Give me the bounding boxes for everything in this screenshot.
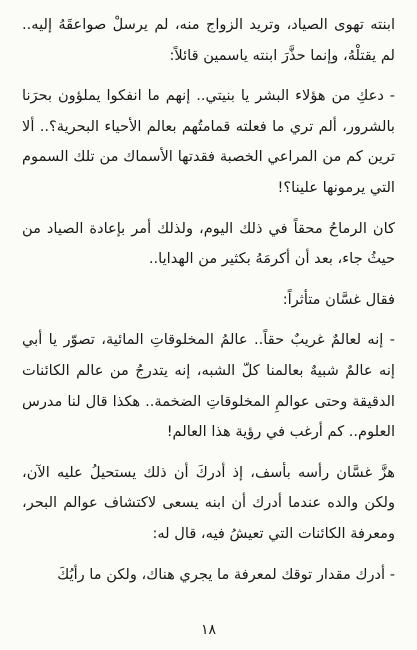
paragraph: - أدرك مقدار توقك لمعرفة ما يجري هناك، ولكن ما رأيُكَ [57, 565, 395, 583]
paragraph: هزَّ غسَّان رأسه بأسف، إذ أدركَ أن ذلك يستحيلُ عليه الآن، ولكن والده عندما أدرك أن ابنه يسعى لاكتشاف عوالم البحر، ومعرفة الكائنات التي تعيشُ فيه، قال له: [22, 463, 395, 542]
paragraph: ابنته تهوى الصياد، وتريد الزواج منه، لم يرسلْ صواعقَهُ إليه.. لم يقتلْهُ، وإنما حذَّرَ ابنته ياسمين قائلاً: [22, 16, 395, 64]
paragraph: كان الرماحُ محقاً في ذلك اليوم، ولذلك أمر بإعادة الصياد من حيثُ جاء، بعد أن أكرمَهُ بكثير من الهدايا.. [22, 219, 395, 268]
page-number: ١٨ [200, 622, 217, 638]
paragraph: - دعكِ من هؤلاء البشر يا بنيتي.. إنهم ما انفكوا يملؤون بحرَنا بالشرور، ألم تري ما فعلته قمامتُهم بعالم الأحياء البحرية؟.. ألا ترين كم من المراعي الخصبة فقدتها الأسماك من تلك السموم التي يرمونها علينا؟! [22, 87, 395, 196]
paragraph: - إنه لعالمٌ غريبٌ حقاً.. عالمُ المخلوقاتِ المائية، تصوّر يا أبي إنه عالمٌ شبيهٌ بعالمنا كلّ الشبه، إنه يتدرجُ من عالم الكائنات الدقيقة وحتى عوالمِ المخلوقاتِ الضخمة.. هكذا قال لنا مدرس العلوم.. كم أرغب في رؤية هذا العالم! [22, 331, 395, 441]
paragraph: فقال غسَّان متأثراً: [282, 290, 395, 308]
body-text [22, 10, 395, 590]
